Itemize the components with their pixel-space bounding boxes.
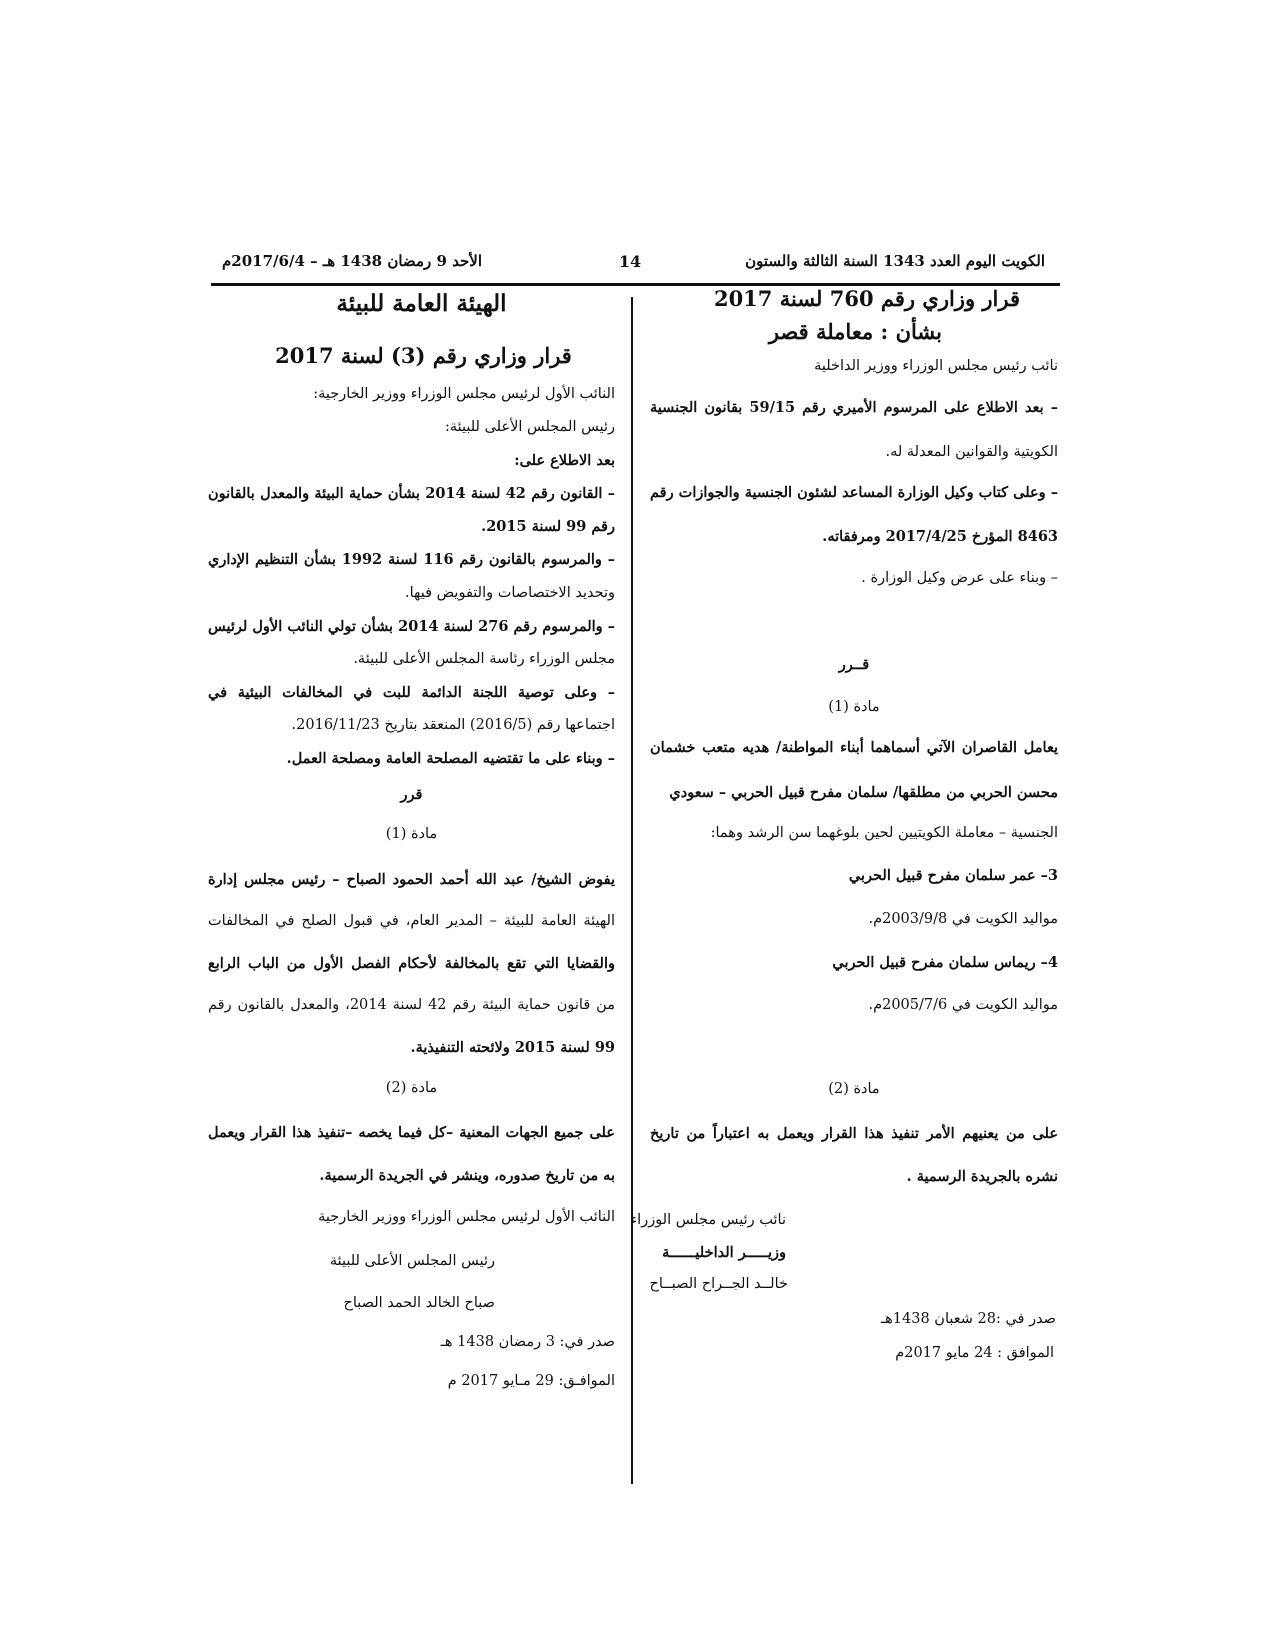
- preamble-line: رقم 99 لسنة 2015.: [481, 518, 615, 535]
- preamble-line: 8463 المؤرخ 2017/4/25 ومرفقاته.: [822, 528, 1058, 545]
- article-1-line: الجنسية – معاملة الكويتيين لحين بلوغهما سن الرشد وهما:: [710, 825, 1058, 841]
- decree-subject: بشأن : معاملة قصر: [768, 319, 942, 344]
- preamble-line: الكويتية والقوانين المعدلة له.: [885, 444, 1058, 460]
- decided-heading: قــرر: [838, 656, 870, 673]
- page-number: 14: [618, 252, 642, 271]
- signature-council: رئيس المجلس الأعلى للبيئة: [329, 1253, 495, 1269]
- article-1-title: مادة (1): [385, 826, 438, 842]
- issued-date: صدر في :28 شعبان 1438هـ: [880, 1311, 1056, 1327]
- article-2-line: نشره بالجريدة الرسمية .: [906, 1168, 1058, 1185]
- preamble-line: – وبناء على عرض وكيل الوزارة .: [861, 570, 1058, 586]
- article-1-line: 4– ريماس سلمان مفرح قبيل الحربي: [832, 954, 1058, 971]
- issuer-line: بعد الاطلاع على:: [514, 452, 615, 469]
- header-date: الأحد 9 رمضان 1438 هـ – 2017/6/4م: [222, 252, 482, 270]
- article-1-line: مواليد الكويت في 2005/7/6م.: [868, 997, 1058, 1013]
- signature-title: النائب الأول لرئيس مجلس الوزراء ووزير الخارجية: [318, 1209, 615, 1225]
- corresponding-date: الموافـق: 29 مـايو 2017 م: [447, 1373, 615, 1389]
- preamble-line: مجلس الوزراء رئاسة المجلس الأعلى للبيئة.: [353, 651, 615, 667]
- header-issue-info: الكويت اليوم العدد 1343 السنة الثالثة والستون: [745, 252, 1045, 270]
- decree-issuer: نائب رئيس مجلس الوزراء ووزير الداخلية: [814, 358, 1058, 374]
- signature-name: خالــد الجــراح الصبــاح: [649, 1276, 788, 1292]
- signature-name: صباح الخالد الحمد الصباح: [343, 1295, 495, 1311]
- preamble-line: وتحديد الاختصاصات والتفويض فيها.: [405, 585, 615, 601]
- corresponding-date: الموافق : 24 مايو 2017م: [895, 1345, 1054, 1361]
- signature-title: نائب رئيس مجلس الوزراء: [630, 1212, 786, 1228]
- article-2-line: به من تاريخ صدوره، وينشر في الجريدة الرسمية.: [319, 1167, 615, 1184]
- authority-title: الهيئة العامة للبيئة: [336, 290, 507, 317]
- article-1-line: والقضايا التي تقع بالمخالفة لأحكام الفصل الأول من الباب الرابع: [208, 955, 615, 972]
- preamble-line: – بعد الاطلاع على المرسوم الأميري رقم 59/15 بقانون الجنسية: [650, 399, 1058, 416]
- issuer-line: رئيس المجلس الأعلى للبيئة:: [444, 419, 615, 435]
- article-1-line: يفوض الشيخ/ عبد الله أحمد الحمود الصباح – رئيس مجلس إدارة: [208, 871, 615, 888]
- article-2-title: مادة (2): [828, 1081, 880, 1097]
- preamble-line: – والمرسوم رقم 276 لسنة 2014 بشأن تولي النائب الأول لرئيس: [208, 618, 615, 635]
- issued-date: صدر في: 3 رمضان 1438 هـ: [440, 1334, 615, 1350]
- article-1-line: من قانون حماية البيئة رقم 42 لسنة 2014، والمعدل بالقانون رقم: [208, 997, 615, 1013]
- article-2-line: على من يعنيهم الأمر تنفيذ هذا القرار ويعمل به اعتباراً من تاريخ: [650, 1125, 1058, 1142]
- article-1-line: الهيئة العامة للبيئة – المدير العام، في قبول الصلح في المخالفات: [208, 913, 615, 929]
- preamble-line: – وبناء على ما تقتضيه المصلحة العامة ومصلحة العمل.: [286, 750, 615, 767]
- decree-title: قرار وزاري رقم (3) لسنة 2017: [275, 343, 572, 368]
- article-2-title: مادة (2): [385, 1080, 438, 1096]
- column-divider: [631, 297, 633, 1484]
- issuer-line: النائب الأول لرئيس مجلس الوزراء ووزير الخارجية:: [313, 386, 615, 402]
- article-1-line: محسن الحربي من مطلقها/ سلمان مفرح قبيل الحربي – سعودي: [669, 784, 1058, 801]
- article-2-line: على جميع الجهات المعنية –كل فيما يخصه –تنفيذ هذا القرار ويعمل: [208, 1124, 615, 1141]
- preamble-line: – القانون رقم 42 لسنة 2014 بشأن حماية البيئة والمعدل بالقانون: [208, 485, 615, 502]
- preamble-line: اجتماعها رقم (2016/5) المنعقد بتاريخ 2016/11/23.: [291, 717, 615, 733]
- decree-title: قرار وزاري رقم 760 لسنة 2017: [713, 286, 1020, 311]
- preamble-line: – وعلى كتاب وكيل الوزارة المساعد لشئون الجنسية والجوازات رقم: [650, 484, 1058, 501]
- article-1-title: مادة (1): [828, 699, 880, 715]
- preamble-line: – وعلى توصية اللجنة الدائمة للبت في المخالفات البيئية في: [208, 684, 615, 701]
- decided-heading: قرر: [400, 786, 423, 803]
- signature-ministry: وزيـــــر الداخليــــــة: [662, 1244, 786, 1261]
- article-1-line: مواليد الكويت في 2003/9/8م.: [868, 911, 1058, 927]
- preamble-line: – والمرسوم بالقانون رقم 116 لسنة 1992 بشأن التنظيم الإداري: [208, 551, 615, 568]
- article-1-line: يعامل القاصران الآتي أسماهما أبناء المواطنة/ هديه متعب خشمان: [650, 739, 1058, 756]
- article-1-line: 99 لسنة 2015 ولائحته التنفيذية.: [410, 1039, 615, 1056]
- article-1-line: 3– عمر سلمان مفرح قبيل الحربي: [848, 867, 1058, 884]
